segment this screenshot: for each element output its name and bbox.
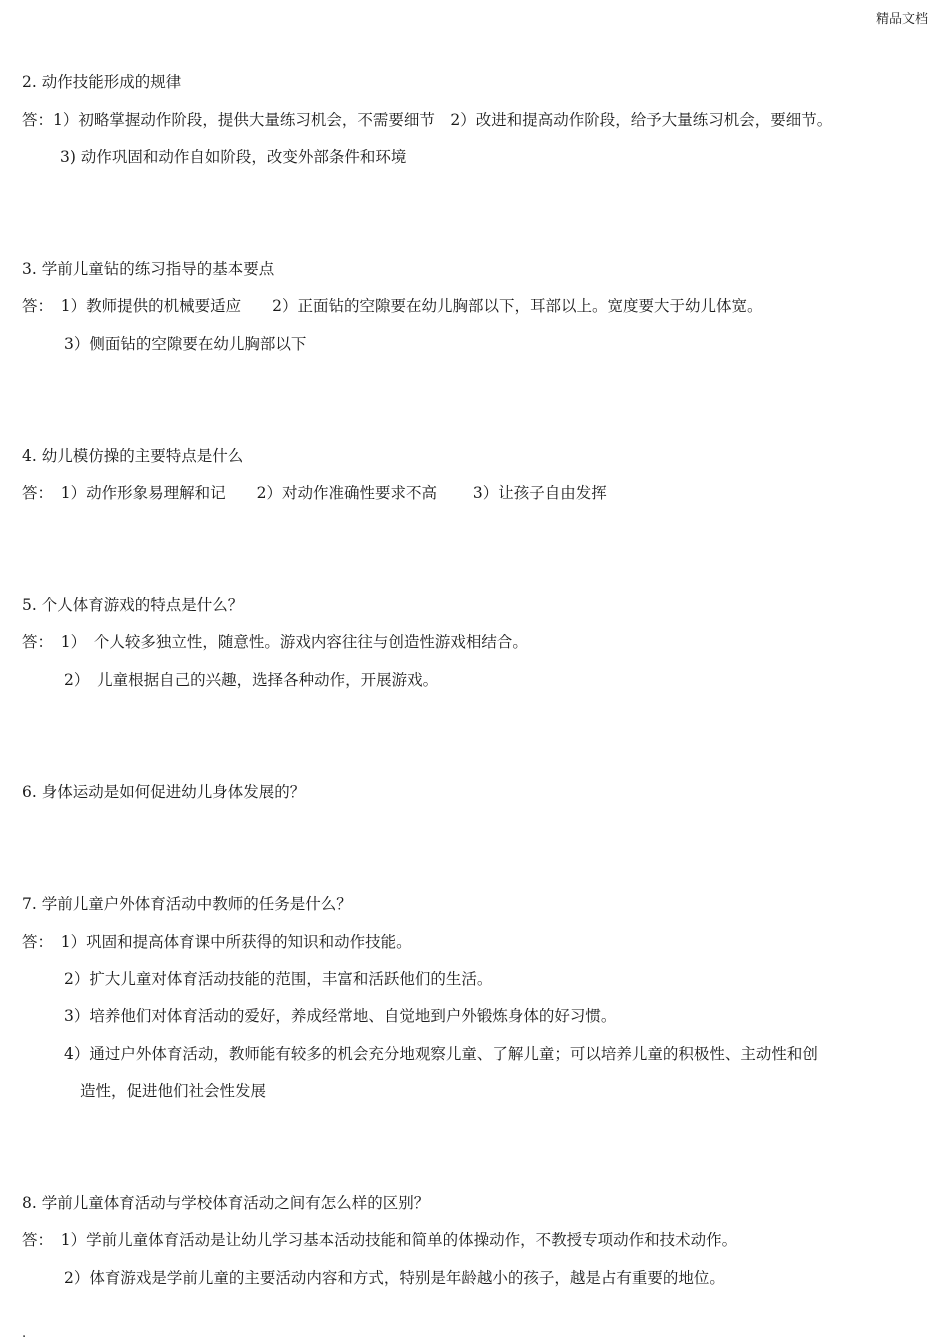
answer-line: 答： 1） 个人较多独立性，随意性。游戏内容往往与创造性游戏相结合。 bbox=[22, 633, 528, 651]
answer-line: 答： 1）巩固和提高体育课中所获得的知识和动作技能。 bbox=[22, 933, 412, 951]
answer-line: 造性，促进他们社会性发展 bbox=[80, 1082, 267, 1100]
section-title: 5. 个人体育游戏的特点是什么？ bbox=[22, 596, 244, 614]
answer-line: 2） 儿童根据自己的兴趣，选择各种动作，开展游戏。 bbox=[64, 671, 439, 689]
answer-line: 答： 1）动作形象易理解和记 2）对动作准确性要求不高 3）让孩子自由发挥 bbox=[22, 484, 607, 502]
answer-line: 答： 1）教师提供的机械要适应 2）正面钻的空隙要在幼儿胸部以下，耳部以上。宽度要大于幼儿体宽。 bbox=[22, 297, 763, 315]
answer-line: 答：1）初略掌握动作阶段，提供大量练习机会，不需要细节 2）改进和提高动作阶段，给予大量练习机会，要细节。 bbox=[22, 111, 833, 129]
answer-line: 2）体育游戏是学前儿童的主要活动内容和方式，特别是年龄越小的孩子，越是占有重要的地位。 bbox=[64, 1269, 725, 1287]
answer-line: 4）通过户外体育活动，教师能有较多的机会充分地观察儿童、了解儿童；可以培养儿童的积极性、主动性和创 bbox=[64, 1045, 818, 1063]
section-title: 3. 学前儿童钻的练习指导的基本要点 bbox=[22, 260, 275, 278]
answer-line: 答： 1）学前儿童体育活动是让幼儿学习基本活动技能和简单的体操动作，不教授专项动作和技术动作。 bbox=[22, 1231, 738, 1249]
section-title: 8. 学前儿童体育活动与学校体育活动之间有怎么样的区别？ bbox=[22, 1194, 430, 1212]
section-title: 7. 学前儿童户外体育活动中教师的任务是什么？ bbox=[22, 895, 352, 913]
answer-line: 3) 动作巩固和动作自如阶段，改变外部条件和环境 bbox=[60, 148, 407, 166]
answer-line: 2）扩大儿童对体育活动技能的范围，丰富和活跃他们的生活。 bbox=[64, 970, 493, 988]
answer-line: 3）培养他们对体育活动的爱好，养成经常地、自觉地到户外锻炼身体的好习惯。 bbox=[64, 1007, 617, 1025]
section-title: 4. 幼儿模仿操的主要特点是什么 bbox=[22, 447, 244, 465]
page-footer-mark: . bbox=[22, 1326, 27, 1341]
page-header: 精品文档 bbox=[875, 12, 928, 27]
answer-line: 3）侧面钻的空隙要在幼儿胸部以下 bbox=[64, 335, 307, 353]
section-title: 2. 动作技能形成的规律 bbox=[22, 73, 182, 91]
section-title: 6. 身体运动是如何促进幼儿身体发展的？ bbox=[22, 783, 306, 801]
